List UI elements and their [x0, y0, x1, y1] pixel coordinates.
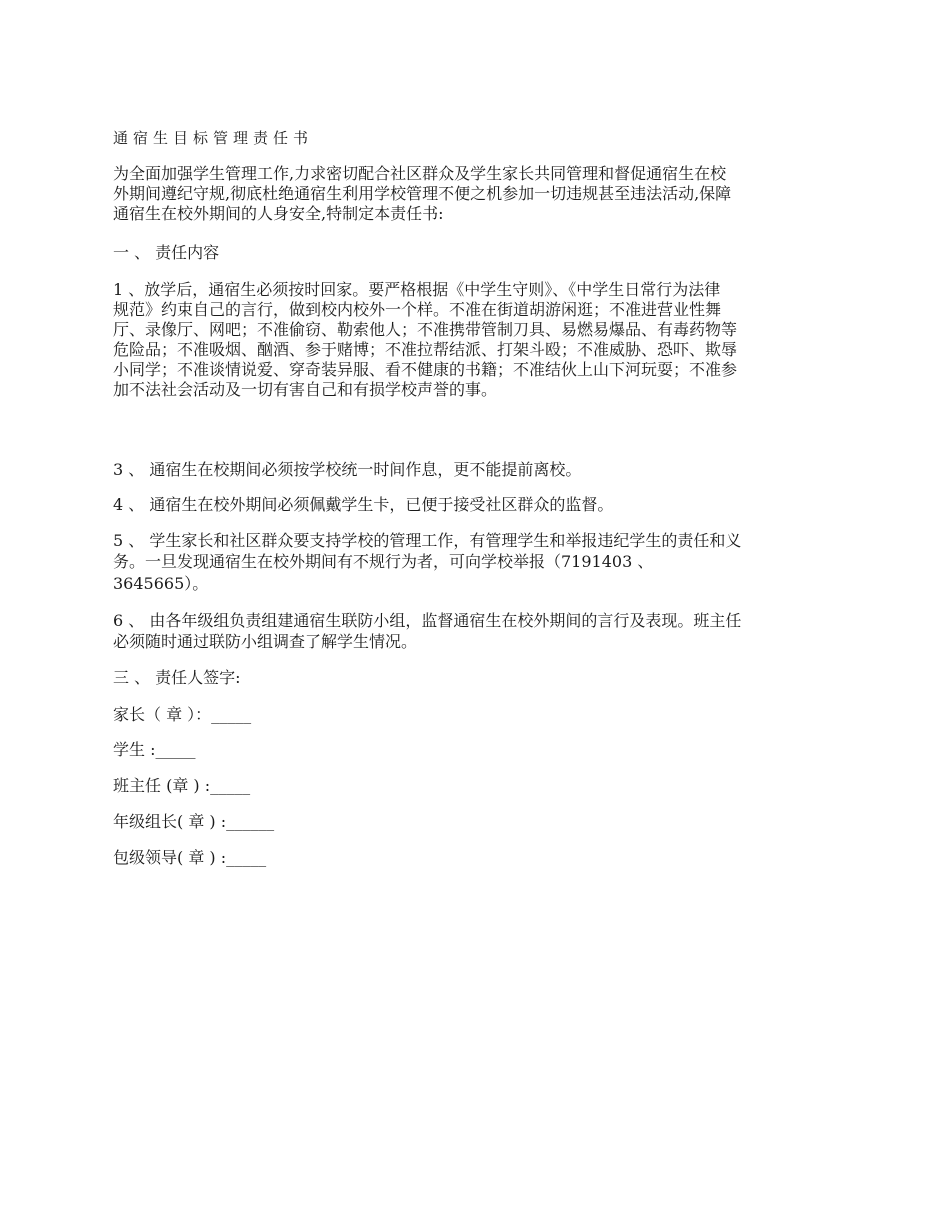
- document-title: 通宿生目标管理责任书: [113, 129, 314, 147]
- section3-heading: 三 、 责任人签字:: [113, 668, 241, 687]
- signature-parent: 家长（ 章 ）：_____: [113, 705, 252, 724]
- signature-supervising-leader: 包级领导( 章 ) :_____: [113, 848, 267, 867]
- section1-heading: 一 、 责任内容: [113, 243, 220, 262]
- item6-line-2: 必须随时通过联防小组调查了解学生情况。: [113, 632, 418, 651]
- item5-line-2: 务。一旦发现通宿生在校外期间有不规行为者，可向学校举报（7191403 、: [113, 552, 654, 571]
- intro-line-2: 外期间遵纪守规,彻底杜绝通宿生利用学校管理不便之机参加一切违规甚至违法活动,保障: [113, 184, 732, 203]
- item1-line-4: 危险品；不准吸烟、酗酒、参于赌博；不准拉帮结派、打架斗殴；不准威胁、恐吓、欺辱: [113, 340, 738, 359]
- intro-line-1: 为全面加强学生管理工作,力求密切配合社区群众及学生家长共同管理和督促通宿生在校: [113, 164, 727, 183]
- item6-line-1: 6 、 由各年级组负责组建通宿生联防小组，监督通宿生在校外期间的言行及表现。班主任: [113, 611, 742, 630]
- item1-line-6: 加不法社会活动及一切有害自己和有损学校声誉的事。: [113, 380, 498, 399]
- signature-grade-leader: 年级组长( 章 ) :______: [113, 812, 275, 831]
- signature-head-teacher: 班主任 (章 ) :_____: [113, 776, 251, 795]
- intro-line-3: 通宿生在校外期间的人身安全,特制定本责任书:: [113, 204, 444, 223]
- item1-line-5: 小同学；不准谈情说爱、穿奇装异服、看不健康的书籍；不准结伙上山下河玩耍；不准参: [113, 360, 738, 379]
- item3: 3 、 通宿生在校期间必须按学校统一时间作息，更不能提前离校。: [113, 460, 582, 479]
- item1-line-1: 1 、放学后，通宿生必须按时回家。要严格根据《中学生守则》、《中学生日常行为法律: [113, 280, 721, 299]
- item5-line-1: 5 、 学生家长和社区群众要支持学校的管理工作，有管理学生和举报违纪学生的责任和义: [113, 531, 742, 550]
- item4: 4 、 通宿生在校外期间必须佩戴学生卡，已便于接受社区群众的监督。: [113, 495, 614, 514]
- item5-line-3: 3645665）。: [113, 574, 209, 593]
- signature-student: 学生 :_____: [113, 740, 196, 759]
- item1-line-3: 厅、录像厅、网吧；不准偷窃、勒索他人；不准携带管制刀具、易燃易爆品、有毒药物等: [113, 320, 738, 339]
- item1-line-2: 规范》约束自己的言行，做到校内校外一个样。不准在街道胡游闲逛；不准进营业性舞: [113, 300, 722, 319]
